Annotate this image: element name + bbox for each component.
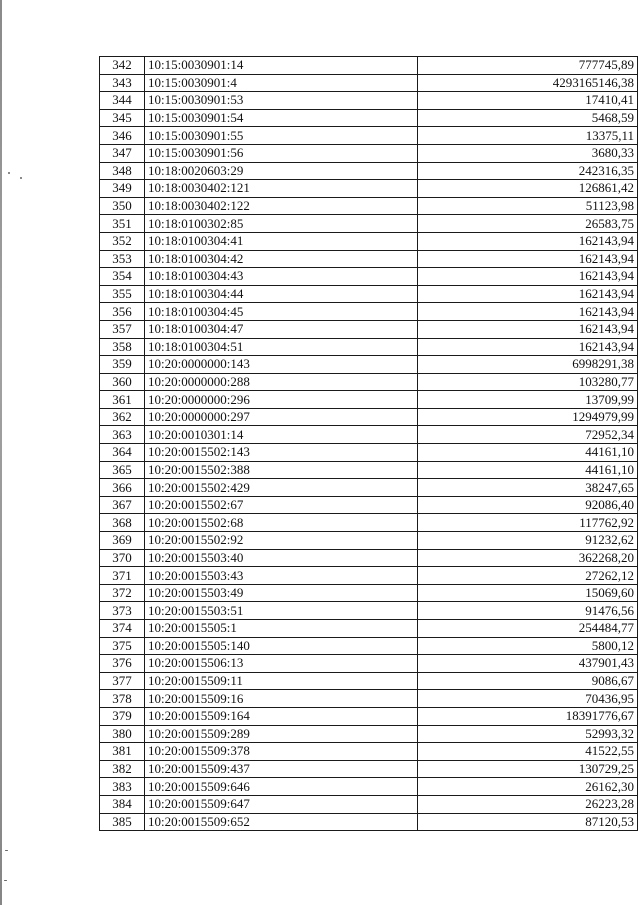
- value-cell: 3680,33: [418, 144, 638, 162]
- cadastral-number-cell: 10:20:0015509:289: [145, 725, 418, 743]
- table-row: [100, 109, 638, 127]
- cadastral-number-cell: 10:20:0015503:49: [145, 584, 418, 602]
- cadastral-number-cell: 10:20:0000000:296: [145, 391, 418, 409]
- value-cell: 362268,20: [418, 549, 638, 567]
- table-row: [100, 496, 638, 514]
- value-cell: 1294979,99: [418, 408, 638, 426]
- table-row: [100, 532, 638, 550]
- row-number-cell: 359: [100, 356, 145, 374]
- table-row: [100, 373, 638, 391]
- value-cell: 70436,95: [418, 690, 638, 708]
- value-cell: 51123,98: [418, 197, 638, 215]
- value-cell: 126861,42: [418, 180, 638, 198]
- cadastral-number-cell: 10:20:0015509:378: [145, 743, 418, 761]
- table-row: [100, 338, 638, 356]
- cadastral-number-cell: 10:20:0015509:647: [145, 795, 418, 813]
- cadastral-number-cell: 10:15:0030901:53: [145, 92, 418, 110]
- table-row: [100, 690, 638, 708]
- row-number-cell: 366: [100, 479, 145, 497]
- value-cell: 117762,92: [418, 514, 638, 532]
- table-row: [100, 479, 638, 497]
- table-row: [100, 303, 638, 321]
- value-cell: 162143,94: [418, 338, 638, 356]
- row-number-cell: 356: [100, 303, 145, 321]
- table-row: [100, 778, 638, 796]
- value-cell: 437901,43: [418, 655, 638, 673]
- value-cell: 162143,94: [418, 232, 638, 250]
- table-row: [100, 391, 638, 409]
- cadastral-number-cell: 10:20:0015502:68: [145, 514, 418, 532]
- value-cell: 162143,94: [418, 268, 638, 286]
- table-row: [100, 760, 638, 778]
- cadastral-number-cell: 10:15:0030901:54: [145, 109, 418, 127]
- row-number-cell: 361: [100, 391, 145, 409]
- cadastral-number-cell: 10:20:0015509:11: [145, 672, 418, 690]
- cadastral-number-cell: 10:20:0015505:140: [145, 637, 418, 655]
- row-number-cell: 381: [100, 743, 145, 761]
- cadastral-number-cell: 10:15:0030901:14: [145, 57, 418, 75]
- scan-speck: [5, 850, 8, 851]
- table-row: [100, 408, 638, 426]
- row-number-cell: 352: [100, 232, 145, 250]
- value-cell: 4293165146,38: [418, 74, 638, 92]
- table-row: [100, 707, 638, 725]
- table-row: [100, 57, 638, 75]
- value-cell: 6998291,38: [418, 356, 638, 374]
- table-row: [100, 92, 638, 110]
- table-row: [100, 250, 638, 268]
- row-number-cell: 357: [100, 320, 145, 338]
- cadastral-number-cell: 10:20:0015503:43: [145, 567, 418, 585]
- row-number-cell: 344: [100, 92, 145, 110]
- value-cell: 15069,60: [418, 584, 638, 602]
- scan-speck: [8, 172, 10, 174]
- table-row: [100, 285, 638, 303]
- row-number-cell: 372: [100, 584, 145, 602]
- row-number-cell: 365: [100, 461, 145, 479]
- cadastral-number-cell: 10:18:0100304:51: [145, 338, 418, 356]
- cadastral-value-table: [99, 56, 638, 831]
- cadastral-number-cell: 10:20:0015509:16: [145, 690, 418, 708]
- cadastral-number-cell: 10:20:0010301:14: [145, 426, 418, 444]
- table-row: [100, 268, 638, 286]
- row-number-cell: 354: [100, 268, 145, 286]
- row-number-cell: 353: [100, 250, 145, 268]
- table-row: [100, 514, 638, 532]
- table-row: [100, 461, 638, 479]
- row-number-cell: 382: [100, 760, 145, 778]
- row-number-cell: 350: [100, 197, 145, 215]
- value-cell: 162143,94: [418, 303, 638, 321]
- value-cell: 87120,53: [418, 813, 638, 831]
- row-number-cell: 368: [100, 514, 145, 532]
- table-row: [100, 180, 638, 198]
- value-cell: 38247,65: [418, 479, 638, 497]
- value-cell: 18391776,67: [418, 707, 638, 725]
- row-number-cell: 348: [100, 162, 145, 180]
- row-number-cell: 384: [100, 795, 145, 813]
- cadastral-number-cell: 10:20:0000000:288: [145, 373, 418, 391]
- table-row: [100, 144, 638, 162]
- value-cell: 72952,34: [418, 426, 638, 444]
- row-number-cell: 374: [100, 620, 145, 638]
- cadastral-number-cell: 10:20:0015509:652: [145, 813, 418, 831]
- cadastral-number-cell: 10:18:0100304:44: [145, 285, 418, 303]
- value-cell: 92086,40: [418, 496, 638, 514]
- row-number-cell: 371: [100, 567, 145, 585]
- table-row: [100, 602, 638, 620]
- table-row: [100, 215, 638, 233]
- row-number-cell: 343: [100, 74, 145, 92]
- cadastral-number-cell: 10:20:0015502:388: [145, 461, 418, 479]
- cadastral-number-cell: 10:20:0015505:1: [145, 620, 418, 638]
- row-number-cell: 369: [100, 532, 145, 550]
- table-row: [100, 232, 638, 250]
- row-number-cell: 367: [100, 496, 145, 514]
- row-number-cell: 355: [100, 285, 145, 303]
- value-cell: 26583,75: [418, 215, 638, 233]
- value-cell: 17410,41: [418, 92, 638, 110]
- value-cell: 130729,25: [418, 760, 638, 778]
- table-row: [100, 549, 638, 567]
- cadastral-number-cell: 10:20:0015503:40: [145, 549, 418, 567]
- row-number-cell: 351: [100, 215, 145, 233]
- value-cell: 52993,32: [418, 725, 638, 743]
- table-row: [100, 356, 638, 374]
- cadastral-number-cell: 10:18:0020603:29: [145, 162, 418, 180]
- table-row: [100, 637, 638, 655]
- row-number-cell: 347: [100, 144, 145, 162]
- cadastral-number-cell: 10:18:0100304:42: [145, 250, 418, 268]
- table-row: [100, 127, 638, 145]
- table-row: [100, 672, 638, 690]
- value-cell: 27262,12: [418, 567, 638, 585]
- table-row: [100, 795, 638, 813]
- row-number-cell: 358: [100, 338, 145, 356]
- row-number-cell: 363: [100, 426, 145, 444]
- value-cell: 5800,12: [418, 637, 638, 655]
- value-cell: 5468,59: [418, 109, 638, 127]
- row-number-cell: 383: [100, 778, 145, 796]
- value-cell: 242316,35: [418, 162, 638, 180]
- row-number-cell: 375: [100, 637, 145, 655]
- cadastral-number-cell: 10:15:0030901:56: [145, 144, 418, 162]
- table-row: [100, 162, 638, 180]
- cadastral-number-cell: 10:18:0100302:85: [145, 215, 418, 233]
- cadastral-number-cell: 10:20:0015502:92: [145, 532, 418, 550]
- value-cell: 26223,28: [418, 795, 638, 813]
- row-number-cell: 373: [100, 602, 145, 620]
- cadastral-number-cell: 10:18:0030402:122: [145, 197, 418, 215]
- value-cell: 103280,77: [418, 373, 638, 391]
- value-cell: 162143,94: [418, 250, 638, 268]
- table-body: [100, 57, 638, 831]
- cadastral-number-cell: 10:20:0015502:429: [145, 479, 418, 497]
- scan-speck: [20, 177, 22, 179]
- row-number-cell: 376: [100, 655, 145, 673]
- table-row: [100, 725, 638, 743]
- cadastral-number-cell: 10:18:0100304:41: [145, 232, 418, 250]
- row-number-cell: 377: [100, 672, 145, 690]
- cadastral-number-cell: 10:20:0000000:143: [145, 356, 418, 374]
- value-cell: 26162,30: [418, 778, 638, 796]
- table-row: [100, 567, 638, 585]
- cadastral-number-cell: 10:20:0015506:13: [145, 655, 418, 673]
- cadastral-number-cell: 10:20:0015503:51: [145, 602, 418, 620]
- table-row: [100, 743, 638, 761]
- table-row: [100, 426, 638, 444]
- value-cell: 254484,77: [418, 620, 638, 638]
- cadastral-number-cell: 10:20:0015509:646: [145, 778, 418, 796]
- row-number-cell: 342: [100, 57, 145, 75]
- row-number-cell: 349: [100, 180, 145, 198]
- row-number-cell: 346: [100, 127, 145, 145]
- row-number-cell: 385: [100, 813, 145, 831]
- cadastral-number-cell: 10:15:0030901:4: [145, 74, 418, 92]
- value-cell: 13709,99: [418, 391, 638, 409]
- cadastral-number-cell: 10:20:0000000:297: [145, 408, 418, 426]
- row-number-cell: 345: [100, 109, 145, 127]
- table-row: [100, 320, 638, 338]
- value-cell: 9086,67: [418, 672, 638, 690]
- cadastral-number-cell: 10:18:0100304:45: [145, 303, 418, 321]
- cadastral-number-cell: 10:18:0100304:47: [145, 320, 418, 338]
- cadastral-number-cell: 10:18:0100304:43: [145, 268, 418, 286]
- table-row: [100, 197, 638, 215]
- cadastral-number-cell: 10:20:0015509:164: [145, 707, 418, 725]
- table-row: [100, 74, 638, 92]
- scan-edge-shadow: [0, 0, 2, 905]
- value-cell: 91476,56: [418, 602, 638, 620]
- row-number-cell: 362: [100, 408, 145, 426]
- cadastral-number-cell: 10:20:0015509:437: [145, 760, 418, 778]
- row-number-cell: 364: [100, 444, 145, 462]
- table-row: [100, 584, 638, 602]
- value-cell: 777745,89: [418, 57, 638, 75]
- table-row: [100, 813, 638, 831]
- value-cell: 44161,10: [418, 444, 638, 462]
- cadastral-number-cell: 10:15:0030901:55: [145, 127, 418, 145]
- value-cell: 13375,11: [418, 127, 638, 145]
- table-row: [100, 444, 638, 462]
- cadastral-number-cell: 10:20:0015502:67: [145, 496, 418, 514]
- cadastral-number-cell: 10:20:0015502:143: [145, 444, 418, 462]
- value-cell: 162143,94: [418, 320, 638, 338]
- value-cell: 44161,10: [418, 461, 638, 479]
- row-number-cell: 370: [100, 549, 145, 567]
- row-number-cell: 378: [100, 690, 145, 708]
- table-row: [100, 655, 638, 673]
- table-row: [100, 620, 638, 638]
- scan-speck: [4, 880, 7, 881]
- value-cell: 91232,62: [418, 532, 638, 550]
- value-cell: 41522,55: [418, 743, 638, 761]
- row-number-cell: 360: [100, 373, 145, 391]
- value-cell: 162143,94: [418, 285, 638, 303]
- row-number-cell: 379: [100, 707, 145, 725]
- row-number-cell: 380: [100, 725, 145, 743]
- cadastral-number-cell: 10:18:0030402:121: [145, 180, 418, 198]
